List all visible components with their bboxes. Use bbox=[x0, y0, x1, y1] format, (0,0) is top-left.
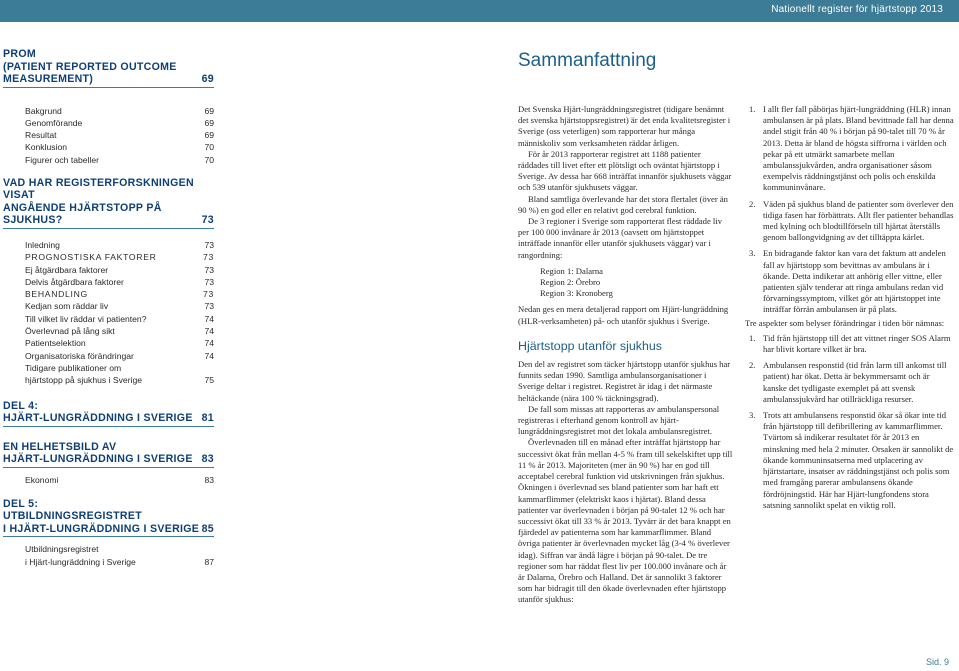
toc-entry[interactable]: Organisatoriska förändringar 74 bbox=[25, 350, 214, 361]
paragraph: Tre aspekter som belyser förändringar i tiden bör nämnas: bbox=[745, 317, 945, 328]
list-item: 2. Ambulansen responstid (tid från larm till ankomst till patient) har ökat. Detta är bekymmersamt och är kanske det tydligaste exemplet på att svensk ambulanssjukvård har otillräckliga resurser. bbox=[749, 360, 947, 404]
toc-entry[interactable]: Överlevnad på lång sikt 74 bbox=[25, 326, 214, 337]
toc-entry[interactable]: Tidigare publikationer om hjärtstopp på sjukhus i Sverige 75 bbox=[25, 362, 214, 386]
list-item: 3. En bidragande faktor kan vara det faktum att andelen fall av hjärtstopp som bevittnas av ambulans är i ökande. Detta indikerar att anhörig eller vittne, eller patienten själv tenderar att ringa ambulans redan vid förvarningssymptom, vilket gör att hjärtstoppet inte inträffar förrän ambulansen är på plats. bbox=[749, 248, 946, 315]
toc-entry[interactable]: Kedjan som räddar liv 73 bbox=[25, 301, 214, 312]
toc-entry[interactable]: Till vilket liv räddar vi patienten? 74 bbox=[25, 313, 214, 324]
toc-entry[interactable]: Patientselektion 74 bbox=[25, 338, 214, 349]
page-number: Sid. 9 bbox=[925, 657, 949, 667]
summary-column-1 bbox=[518, 104, 733, 606]
toc-section-research[interactable]: VAD HAR REGISTERFORSKNINGEN VISAT ANGÅENDE HJÄRTSTOPP PÅ SJUKHUS? 73 bbox=[3, 177, 214, 229]
toc-entry[interactable]: Delvis åtgärdbara faktorer 73 bbox=[25, 276, 214, 287]
section-subtitle: Hjärtstopp utanför sjukhus bbox=[518, 338, 662, 353]
paragraph: De fall som missas att rapporteras av ambulanspersonal registreras i efterhand genom kontroll av hjärt-lungräddningsregistret mot det lokala ambulansregistret. bbox=[518, 403, 720, 437]
toc-page-number: 73 bbox=[201, 214, 214, 227]
running-header: Nationellt register för hjärtstopp 2013 bbox=[771, 4, 943, 15]
paragraph: Nedan ges en mera detaljerad rapport om Hjärt-lungräddning (HLR-verksamheten) på- och utanför sjukhus i Sverige. bbox=[518, 304, 729, 326]
toc-section-helhet[interactable]: EN HELHETSBILD AV HJÄRT-LUNGRÄDDNING I SVERIGE 83 bbox=[3, 441, 214, 468]
toc-entry[interactable]: Figurer och tabeller 70 bbox=[25, 154, 214, 165]
toc-page-number: 85 bbox=[201, 522, 214, 535]
table-of-contents bbox=[3, 48, 214, 568]
toc-page-number: 81 bbox=[201, 412, 214, 425]
toc-entry[interactable]: Ekonomi 83 bbox=[25, 474, 214, 485]
region-item: Region 1: Dalarna bbox=[540, 265, 604, 276]
toc-page-number: 83 bbox=[201, 453, 214, 466]
toc-section-del5[interactable]: DEL 5: UTBILDNINGSREGISTRET I HJÄRT-LUNGRÄDDNING I SVERIGE 85 bbox=[3, 498, 214, 538]
summary-column-2 bbox=[745, 104, 955, 511]
summary-title: Sammanfattning bbox=[518, 50, 657, 71]
toc-entry[interactable]: Resultat 69 bbox=[25, 130, 214, 141]
list-item: 1. I allt fler fall påbörjas hjärt-lungräddning (HLR) innan ambulansen är på plats. Bland bevittnade fall har denna andel stigit från 40 % i början på 90-talet till 70 % år 2013. Detta är bland de högsta siffrorna i världen och pekar på ett utmärkt samarbete mellan ambulanssjukvården, andra organisationer såsom exempelvis räddningstjänst och polis och enskilda kommuninvånare. bbox=[749, 104, 954, 193]
toc-entry[interactable]: Utbildningsregistret i Hjärt-lungräddning i Sverige 87 bbox=[25, 544, 214, 567]
paragraph: För år 2013 rapporterar registret att 1188 patienter räddades till livet efter ett plötsligt och oväntat hjärtstopp i Sverige. Av dessa har 668 inträffat innanför sjukhusets väggar och 539 utanför sjukhusets väggar. bbox=[518, 148, 732, 193]
toc-entry[interactable]: PROGNOSTISKA FAKTORER 73 bbox=[25, 252, 214, 263]
paragraph: Bland samtliga överlevande har det stora flertalet (över än 90 %) en god eller en relativt god cerebral funktion. bbox=[518, 193, 728, 215]
toc-entry[interactable]: Bakgrund 69 bbox=[25, 105, 214, 116]
toc-entry[interactable]: Ej åtgärdbara faktorer 73 bbox=[25, 264, 214, 275]
paragraph: De 3 regioner i Sverige som rapporterat flest räddade liv per 100 000 invånare år 2013 (oavsett om hjärtstoppet inträffade innanför eller utanför sjukhusets väggar) var i rangordning: bbox=[518, 216, 723, 260]
paragraph: Överlevnaden till en månad efter inträffat hjärtstopp har successivt ökat från mellan 4-5 % fram till sekelskiftet upp till 11 % år 2013. Majoriteten (mer än 90 %) har en god till acceptabel cerebral funktion vid utskrivningen från sjukhus. Ökningen i överlevnad ses bland patienter som har haft ett kammarflimmer (elektriskt kaos i hjärtat). Bland dessa patienter var överlevnaden i början på 90-talet 12 % och har successivt ökat till 33 % år 2013. Tyvärr är det bara knappt en fjärdedel av patienterna som har kammarflimmer. Bland övriga patienter är överlevnaden mycket låg (3-4 % överlever idag). Siffran var ändå lägre i början på 90-talet. De tre regioner som har räddat flest liv per 100.000 invånare och år är Dalarna, Örebro och Halland. Det är sannolikt 3 faktorer som har bidragit till den ökade överlevnaden efter hjärtstopp utanför sjukhus: bbox=[518, 437, 733, 605]
list-item: 1. Tid från hjärtstopp till det att vittnet ringer SOS Alarm har blivit kortare vilket är bra. bbox=[749, 332, 951, 355]
toc-entry[interactable]: Konklusion 70 bbox=[25, 142, 214, 153]
paragraph: Den del av registret som täcker hjärtstopp utanför sjukhus har funnits sedan 1990. Samtliga ambulansorganisationer i Sverige deltar i registret. Registret är idag i det närmaste heltäckande (nära 100 % täckningsgrad). bbox=[518, 359, 731, 403]
list-item: 2. Väden på sjukhus bland de patienter som överlever den tidiga fasen har förbättrats. Allt fler patienter behandlas med kylning och blodtillförseln till hjärtat återställs genom ballongvidgning av det tilltäppta kärlet. bbox=[749, 198, 954, 243]
toc-page-number: 69 bbox=[201, 73, 214, 85]
toc-entry[interactable]: Inledning 73 bbox=[25, 239, 214, 250]
toc-section-prom[interactable]: PROM (PATIENT REPORTED OUTCOME MEASUREMENT) 69 bbox=[3, 48, 214, 88]
list-item: 3. Trots att ambulansens responstid ökar så ökar inte tid från hjärtstopp till defibrillering av kammarflimmer. Tvärtom så indikerar resultatet för år 2013 en minskning med hela 2 minuter. Orsaken är sannolikt de ökande kommuninsatserna med utplacering av hjärtstartare, insatser av räddningstjänst och polis som med framgång parerar ambulansens ökande fördröjningstid. Här har Hjärt-lungfondens stora satsning sannolikt spelat en viktig roll. bbox=[749, 410, 954, 510]
region-item: Region 3: Kronoberg bbox=[540, 288, 613, 299]
toc-entry[interactable]: BEHANDLING 73 bbox=[25, 289, 214, 300]
toc-section-del4[interactable]: DEL 4: HJÄRT-LUNGRÄDDNING I SVERIGE 81 bbox=[3, 400, 214, 427]
paragraph: Det Svenska Hjärt-lungräddningsregistret (tidigare benämnt det svenska hjärtstoppsregistret) är det enda kvalitetsregister i Sverige (oss veterligen) som rapporterar hur många människoliv som verksamheten räddar årligen. bbox=[518, 104, 731, 148]
toc-entry[interactable]: Genomförande 69 bbox=[25, 117, 214, 128]
region-item: Region 2: Örebro bbox=[540, 277, 601, 288]
